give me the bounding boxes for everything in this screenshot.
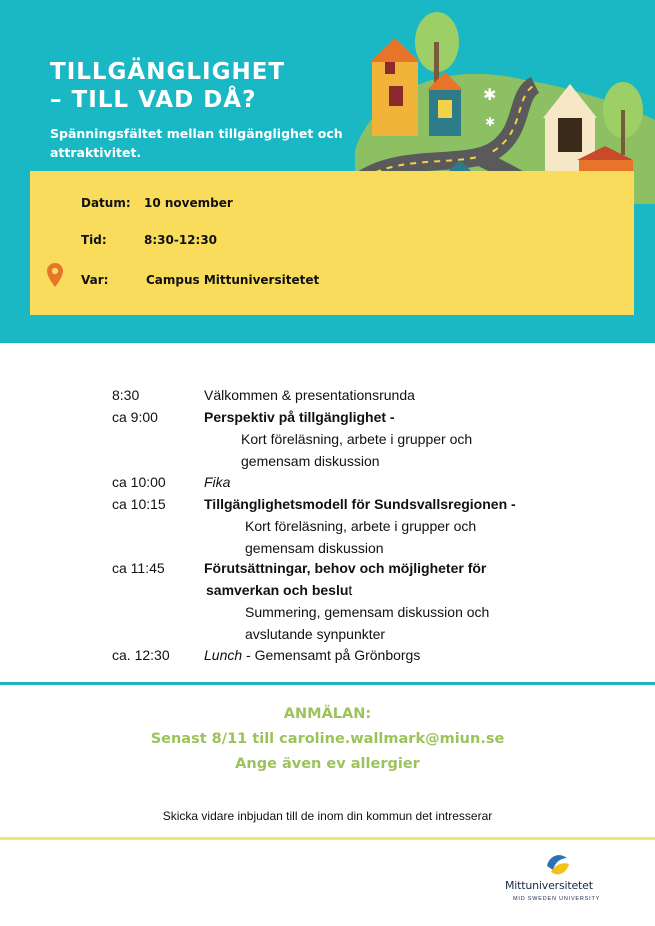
agenda-time: ca. 12:30 (112, 647, 170, 663)
registration-heading: ANMÄLAN: (283, 706, 372, 722)
mid-sweden-logo-icon (545, 852, 571, 878)
agenda-time: ca 11:45 (112, 560, 165, 576)
svg-text:✱: ✱ (485, 115, 496, 129)
place-value: Campus Mittuniversitetet (146, 273, 320, 287)
time-label: Tid: (81, 233, 107, 247)
agenda-title: Tillgänglighetsmodell för Sundsvallsregionen - (204, 496, 516, 512)
event-info-box (30, 171, 634, 315)
forward-note: Skicka vidare inbjudan till de inom din kommun det intresserar (162, 809, 493, 823)
agenda-title: samverkan och beslu (206, 582, 349, 598)
svg-text:✱: ✱ (483, 85, 497, 104)
agenda-text: Fika (204, 474, 231, 490)
agenda-detail: Kort föreläsning, arbete i grupper och (245, 518, 477, 534)
agenda-detail: gemensam diskussion (241, 453, 380, 469)
date-value: 10 november (144, 196, 233, 210)
agenda-text: Välkommen & presentationsrunda (204, 387, 415, 403)
agenda-time: ca 10:15 (112, 496, 166, 512)
registration-allergies: Ange även ev allergier (235, 756, 420, 772)
date-label: Datum: (81, 196, 131, 210)
agenda-detail: gemensam diskussion (245, 540, 384, 556)
agenda-title-end: t (348, 582, 353, 598)
location-pin-icon (47, 263, 63, 287)
agenda-detail: Kort föreläsning, arbete i grupper och (241, 431, 473, 447)
footer-divider (0, 837, 655, 840)
agenda-time: 8:30 (112, 387, 140, 403)
agenda-text: - Gemensamt på Grönborgs (242, 647, 421, 663)
agenda-time: ca 10:00 (112, 474, 166, 490)
agenda-detail: avslutande synpunkter (245, 626, 386, 642)
section-divider (0, 682, 655, 685)
registration-deadline: Senast 8/11 till caroline.wallmark@miun.se (150, 731, 505, 747)
university-logo (505, 852, 615, 908)
place-label: Var: (81, 273, 109, 287)
agenda-text-italic: Lunch (204, 647, 243, 663)
agenda-detail: Summering, gemensam diskussion och (245, 604, 490, 620)
page-subtitle: Spänningsfältet mellan tillgänglighet och attraktivitet. (50, 126, 343, 160)
page-title (50, 58, 285, 114)
agenda-time: ca 9:00 (112, 409, 158, 425)
time-value: 8:30-12:30 (144, 233, 218, 247)
university-subtitle: MID SWEDEN UNIVERSITY (513, 896, 601, 902)
agenda-title: Perspektiv på tillgänglighet - (204, 409, 395, 425)
agenda-title: Förutsättningar, behov och möjligheter för (204, 560, 487, 576)
university-name: Mittuniversitetet (505, 879, 593, 892)
title-line-2: – TILL VAD DÅ? (50, 87, 257, 113)
title-line-1: TILLGÄNGLIGHET (50, 59, 286, 85)
